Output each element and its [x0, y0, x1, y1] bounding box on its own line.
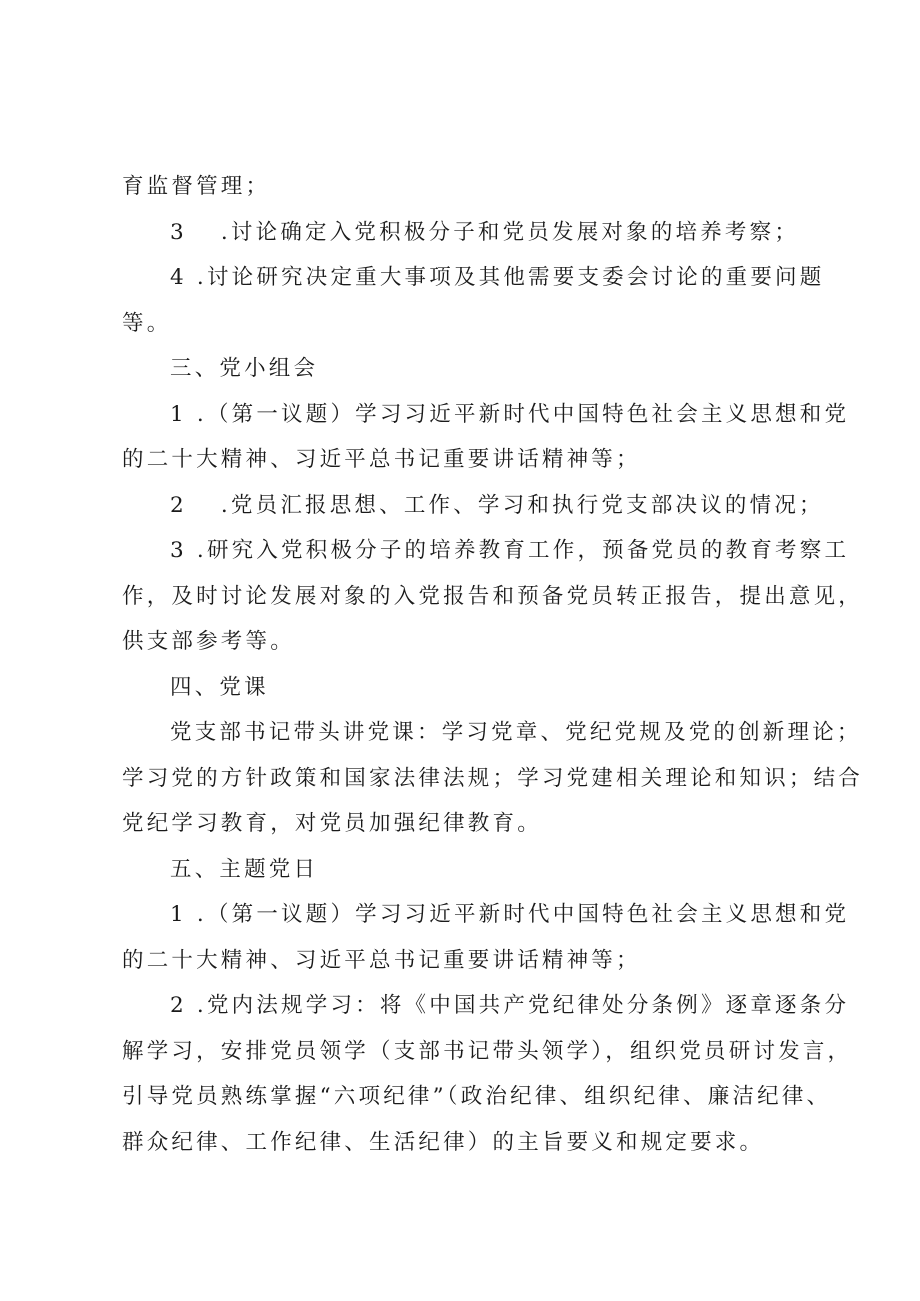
section-heading-party-group-meeting: 三、党小组会: [170, 356, 319, 381]
item-3-discuss-activists: [122, 210, 812, 256]
group-item-2: [122, 483, 824, 529]
party-day-item-1: 1 .（第一议题）学习习近平新时代中国特色社会主义思想和党: [170, 902, 850, 927]
text-line-continuation: 等。: [122, 310, 172, 336]
party-day-item-2: 2 .党内法规学习：将《中国共产党纪律处分条例》逐章逐条分: [170, 993, 850, 1018]
group-item-1-continued: 的二十大精神、习近平总书记重要讲话精神等；: [122, 447, 641, 472]
group-item-3: 3 .研究入党积极分子的培养教育工作，预备党员的教育考察工: [170, 538, 850, 563]
group-item-3-continued-1: 作，及时讨论发展对象的入党报告和预备党员转正报告，提出意见，: [122, 583, 864, 609]
document-body: [122, 164, 864, 1165]
item-text-2: .党员汇报思想、工作、学习和执行党支部决议的情况；: [220, 492, 824, 518]
lecture-paragraph: 党支部书记带头讲党课：学习党章、党纪党规及党的创新理论；: [170, 720, 862, 745]
party-day-item-2-continued-1: 解学习，安排党员领学（支部书记带头领学），组织党员研讨发言，: [122, 1038, 853, 1064]
party-day-item-2-continued-3: 群众纪律、工作纪律、生活纪律）的主旨要义和规定要求。: [122, 1129, 765, 1155]
item-number-3: 3: [170, 219, 187, 245]
lecture-paragraph-continued-1: 学习党的方针政策和国家法律法规；学习党建相关理论和知识；结合: [122, 765, 864, 791]
party-day-item-1-continued: 的二十大精神、习近平总书记重要讲话精神等；: [122, 947, 641, 973]
text-line-1: 育监督管理；: [122, 174, 271, 199]
group-item-3-continued-2: 供支部参考等。: [122, 629, 295, 654]
item-text-3: .讨论确定入党积极分子和党员发展对象的培养考察；: [220, 219, 800, 245]
item-4-major-matters: 4 .讨论研究决定重大事项及其他需要支委会讨论的重要问题: [170, 265, 825, 290]
lecture-paragraph-continued-2: 党纪学习教育，对党员加强纪律教育。: [122, 811, 542, 836]
section-heading-party-lecture: 四、党课: [170, 674, 269, 700]
item-number-2: 2: [170, 492, 187, 518]
section-heading-theme-party-day: 五、主题党日: [170, 856, 319, 882]
party-day-item-2-continued-2: 引导党员熟练掌握“六项纪律”（政治纪律、组织纪律、廉洁纪律、: [122, 1084, 832, 1109]
group-item-1: 1 .（第一议题）学习习近平新时代中国特色社会主义思想和党: [170, 401, 850, 427]
